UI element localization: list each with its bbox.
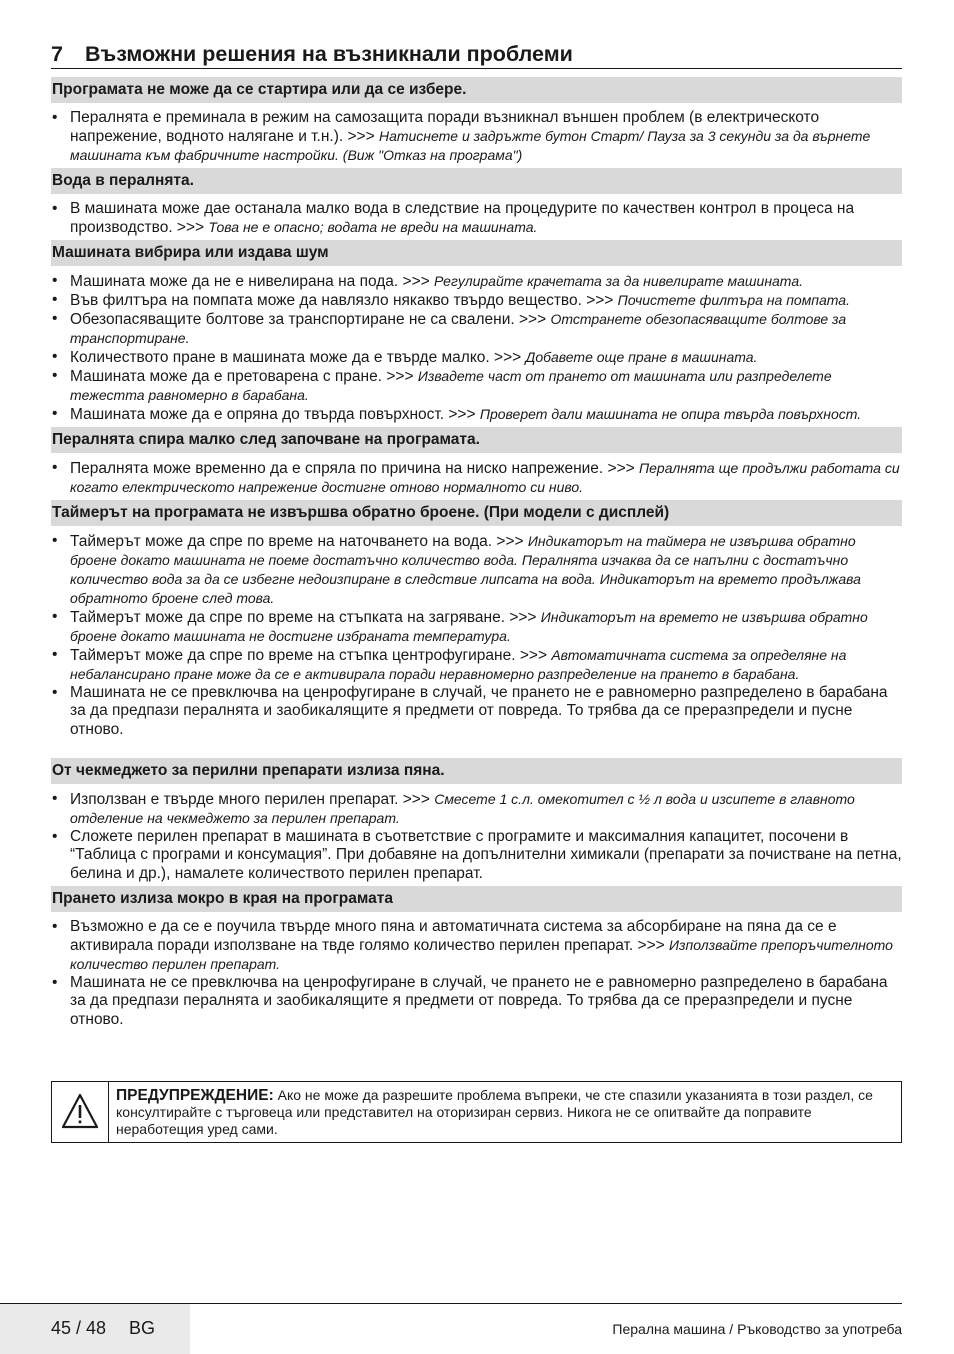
problem-cause: Сложете перилен препарат в машината в съответствие с програмите и максималния капацитет, посочени в “Таблица с програми и консумация”. При добавяне на допълнителни химикали (препарати за почистване на петна, белина и др.), намалете количеството перилен препарат. (70, 828, 902, 882)
section-list (51, 266, 902, 427)
problem-cause: Количеството пране в машината може да е твърде малко. >>> (70, 349, 526, 366)
list-item (51, 646, 902, 684)
list-item (51, 348, 902, 367)
list-item (51, 291, 902, 310)
list-item (51, 405, 902, 424)
remedy-text: Почистете филтъра на помпата. (617, 292, 850, 308)
problem-cause: Машината може да е претоварена с пране. >>> (70, 368, 418, 385)
list-item (51, 684, 902, 739)
warning-body: Ако не може да разрешите проблема въпреки, че сте спазили указанията в този раздел, се консултирайте с търговеца или представител на оторизиран сервиз. Никога не се опитвайте да поправите неработещия уред сами. (116, 1087, 873, 1137)
warning-label: ПРЕДУПРЕЖДЕНИЕ: (116, 1087, 274, 1104)
remedy-text: Пералнята ще продължи работата си когато електрическото напрежение достигне отново нормалното си ниво. (70, 460, 900, 495)
problem-cause: Използван е твърде много перилен препарат. >>> (70, 791, 435, 808)
section-list (51, 194, 902, 240)
problem-cause: В машината може дае останала малко вода в следствие на процедурите по качествен контрол в процеса на производство. >>> (70, 200, 855, 236)
problem-cause: Във филтъра на помпата може да навлязло някакво твърдо вещество. >>> (70, 292, 618, 309)
remedy-text: Това не е опасно; водата не вреди на машината. (208, 219, 538, 235)
troubleshooting-content (51, 77, 902, 1032)
warning-triangle-icon (52, 1082, 109, 1142)
list-item (51, 532, 902, 608)
chapter-title: Възможни решения на възникнали проблеми (85, 42, 573, 66)
section-heading: Машината вибрира или издава шум (51, 240, 902, 266)
problem-cause: Машината може да не е нивелирана на пода. >>> (70, 273, 434, 290)
problem-cause: Таймерът може да спре по време на стъпка центрофугиране. >>> (70, 647, 552, 664)
remedy-text: Натиснете и задръжте бутон Старт/ Пауза за 3 секунди за да върнете машината към фабричните настройки. (Виж "Отказ на програма") (70, 128, 871, 163)
problem-cause: Таймерът може да спре по време на наточването на вода. >>> (70, 533, 528, 550)
section-heading: От чекмеджето за перилни препарати излиза пяна. (51, 758, 902, 784)
section-heading: Пералнята спира малко след започване на програмата. (51, 427, 902, 453)
remedy-text: Проверет дали машината не опира твърда повърхност. (479, 406, 862, 422)
list-item (51, 367, 902, 405)
problem-cause: Машината не се превключва на ценрофугиране в случай, че прането не е равномерно разпределено в барабана за да предпази пералнята и заобикалящите я предмети от повреда. То трябва да се преразпредели и пусне отново. (70, 684, 888, 738)
document-title: Перална машина / Ръководство за употреба (612, 1321, 902, 1337)
remedy-text: Използвайте препоръчителното количество перилен препарат. (70, 937, 893, 972)
list-item (51, 310, 902, 348)
list-item (51, 918, 902, 974)
remedy-text: Смесете 1 с.л. омекотител с ½ л вода и изсипете в главното отделение на чекмеджето за перилен препарат. (70, 791, 855, 826)
remedy-text: Индикаторът на времето не извършва обратно броене докато машината не достигне избраната температура. (70, 609, 868, 644)
section-list (51, 784, 902, 886)
page-title (51, 40, 902, 69)
remedy-text: Регулирайте крачетата за да нивелирате машината. (434, 273, 803, 289)
section-heading: Прането излиза мокро в края на програмата (51, 886, 902, 912)
warning-text (116, 1087, 889, 1138)
list-item (51, 272, 902, 291)
list-item (51, 109, 902, 165)
problem-cause: Машината може да е опряна до твърда повърхност. >>> (70, 406, 480, 423)
section-list (51, 912, 902, 1032)
list-item (51, 790, 902, 828)
section-heading: Таймерът на програмата не извършва обратно броене. (При модели с дисплей) (51, 500, 902, 526)
problem-cause: Обезопасяващите болтове за транспортиране не са свалени. >>> (70, 311, 551, 328)
list-item (51, 459, 902, 497)
problem-cause: Таймерът може да спре по време на стъпката на загряване. >>> (70, 609, 541, 626)
list-item (51, 828, 902, 883)
remedy-text: Отстранете обезопасяващите болтове за транспортиране. (70, 311, 847, 346)
list-item (51, 608, 902, 646)
language-code: BG (129, 1318, 156, 1338)
remedy-text: Индикаторът на таймера не извършва обратно броене докато машината не поеме достатъчно количество вода. Пералнята изчаква да се напълни с достатъчно количество вода за да се избегне недоизпиране в следствие липсата на вода. Индикаторът на времето продължава обратното броене след това. (70, 533, 861, 606)
section-list (51, 103, 902, 168)
warning-box (51, 1081, 902, 1143)
remedy-text: Автоматичната система за определяне на небалансирано пране може да се е активирала поради неравномерно разпределение на прането в барабана. (70, 647, 847, 682)
remedy-text: Добавете още пране в машината. (525, 349, 758, 365)
section-heading: Вода в пералнята. (51, 168, 902, 194)
problem-cause: Машината не се превключва на ценрофугиране в случай, че прането не е равномерно разпределено в барабана за да предпази пералнята и заобикалящите я предмети от повреда. То трябва да се преразпредели и пусне отново. (70, 974, 888, 1028)
problem-cause: Пералнята може временно да е спряла по причина на ниско напрежение. >>> (70, 460, 639, 477)
problem-cause: Пералнята е преминала в режим на самозащита поради възникнал външен проблем (в електрическото напрежение, водното налягане и т.н.). >>> (70, 109, 820, 145)
problem-cause: Възможно е да се е поучила твърде много пяна и автоматичната система за абсорбиране на пяна да се е активирала поради използване на твде голямо количество перилен препарат. >>> (70, 918, 837, 954)
remedy-text: Извадете част от прането от машината или разпределете тежестта равномерно в барабана. (70, 368, 832, 403)
page-number: 45 / 48 (51, 1318, 107, 1338)
section-list (51, 526, 902, 758)
list-item (51, 974, 902, 1029)
chapter-number: 7 (51, 42, 63, 66)
section-heading: Програмата не може да се стартира или да се избере. (51, 77, 902, 103)
section-list (51, 453, 902, 500)
list-item (51, 200, 902, 237)
